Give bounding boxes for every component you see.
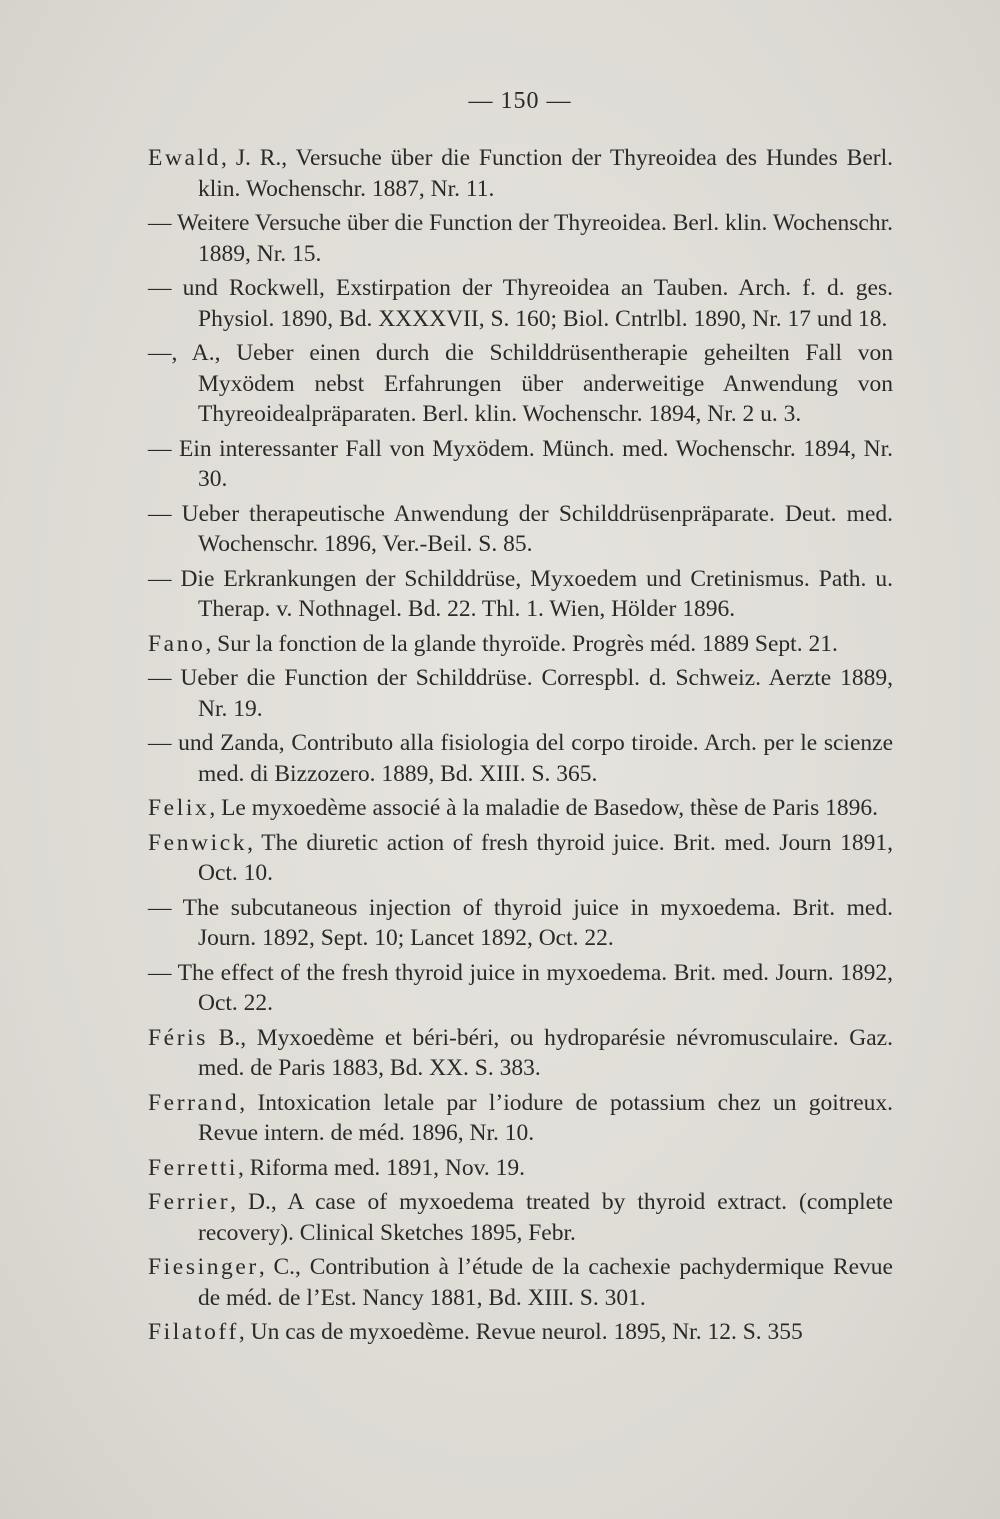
entry-text: — Ueber therapeutische Anwendung der Schilddrüsenpräparate. Deut. med. Wochenschr. 1896, Ver.-Beil. S. 85. bbox=[148, 500, 893, 557]
bibliography-entry bbox=[148, 728, 893, 789]
entry-text: B., Myxoedème et béri-béri, ou hydroparésie névromusculaire. Gaz. med. de Paris 1883, Bd. XX. S. 383. bbox=[198, 1024, 893, 1081]
bibliography-entry bbox=[148, 793, 893, 824]
bibliography-entry bbox=[148, 208, 893, 269]
entry-author: Fenwick bbox=[148, 829, 248, 856]
bibliography-entry bbox=[148, 143, 893, 204]
entry-author: Filatoff bbox=[148, 1319, 239, 1345]
bibliography-entry bbox=[148, 1317, 893, 1348]
bibliography-entry bbox=[148, 434, 893, 495]
bibliography-entry bbox=[148, 564, 893, 625]
bibliography-entry bbox=[148, 1088, 893, 1149]
entry-text: , Le myxoedème associé à la maladie de Basedow, thèse de Paris 1896. bbox=[209, 795, 878, 821]
entry-text: — und Zanda, Contributo alla fisiologia del corpo tiroide. Arch. per le scienze med. di Bizzozero. 1889, Bd. XIII. S. 365. bbox=[148, 730, 893, 787]
entry-author: Fano bbox=[148, 630, 206, 657]
entry-text: , Sur la fonction de la glande thyroïde. Progrès méd. 1889 Sept. 21. bbox=[205, 630, 838, 657]
bibliography-entry bbox=[148, 273, 893, 334]
bibliography-entry bbox=[148, 828, 893, 889]
entry-text: , Intoxication letale par l’iodure de potassium chez un goitreux. Revue intern. de méd. 1896, Nr. 10. bbox=[198, 1089, 893, 1146]
entry-text: , The diuretic action of fresh thyroid juice. Brit. med. Journ 1891, Oct. 10. bbox=[198, 829, 893, 886]
entry-text: , D., A case of myxoedema treated by thyroid extract. (complete recovery). Clinical Sketches 1895, Febr. bbox=[198, 1189, 893, 1246]
entry-author: Ferretti bbox=[148, 1154, 238, 1181]
entry-text: —, A., Ueber einen durch die Schilddrüsentherapie geheilten Fall von Myxödem nebst Erfahrungen über anderweitige Anwendung von Thyreoidealpräparaten. Berl. klin. Wochenschr. 1894, Nr. 2 u. 3. bbox=[148, 340, 893, 427]
entry-text: — Ueber die Function der Schilddrüse. Correspbl. d. Schweiz. Aerzte 1889, Nr. 19. bbox=[148, 665, 893, 722]
entry-author: Ferrand bbox=[148, 1089, 240, 1116]
entry-author: Féris bbox=[148, 1024, 208, 1051]
bibliography-entry bbox=[148, 1023, 893, 1084]
entry-text: — The subcutaneous injection of thyroid juice in myxoedema. Brit. med. Journ. 1892, Sept. 10; Lancet 1892, Oct. 22. bbox=[148, 894, 893, 951]
page-number: — 150 — bbox=[468, 88, 572, 114]
bibliography-entry bbox=[148, 338, 893, 430]
entry-text: — und Rockwell, Exstirpation der Thyreoidea an Tauben. Arch. f. d. ges. Physiol. 1890, Bd. XXXXVII, S. 160; Biol. Cntrlbl. 1890, Nr. 17 und 18. bbox=[148, 275, 893, 332]
entry-text: — Die Erkrankungen der Schilddrüse, Myxoedem und Cretinismus. Path. u. Therap. v. Nothnagel. Bd. 22. Thl. 1. Wien, Hölder 1896. bbox=[148, 565, 893, 622]
entry-text: — Ein interessanter Fall von Myxödem. Münch. med. Wochenschr. 1894, Nr. 30. bbox=[148, 435, 893, 492]
entry-text: , Un cas de myxoedème. Revue neurol. 1895, Nr. 12. S. 355 bbox=[238, 1319, 803, 1345]
bibliography-entry bbox=[148, 958, 893, 1019]
entry-author: Fiesinger bbox=[148, 1254, 259, 1280]
entry-author: Felix bbox=[148, 795, 210, 821]
entry-author: Ewald bbox=[148, 145, 222, 171]
entry-text: — Weitere Versuche über die Function der Thyreoidea. Berl. klin. Wochenschr. 1889, Nr. 15. bbox=[148, 210, 893, 267]
bibliography-entry bbox=[148, 663, 893, 724]
entry-author: Ferrier bbox=[148, 1189, 231, 1215]
bibliography-list bbox=[148, 143, 893, 1352]
entry-text: , Riforma med. 1891, Nov. 19. bbox=[237, 1154, 525, 1181]
entry-text: , C., Contribution à l’étude de la cachexie pachydermique Revue de méd. de l’Est. Nancy 1881, Bd. XIII. S. 301. bbox=[198, 1254, 893, 1311]
bibliography-entry bbox=[148, 1252, 893, 1313]
bibliography-entry bbox=[148, 499, 893, 560]
bibliography-entry bbox=[148, 1187, 893, 1248]
bibliography-entry bbox=[148, 1153, 893, 1184]
bibliography-entry bbox=[148, 893, 893, 954]
entry-text: , J. R., Versuche über die Function der Thyreoidea des Hundes Berl. klin. Wochenschr. 1887, Nr. 11. bbox=[198, 145, 893, 202]
bibliography-entry bbox=[148, 629, 893, 660]
entry-text: — The effect of the fresh thyroid juice in myxoedema. Brit. med. Journ. 1892, Oct. 22. bbox=[148, 959, 893, 1016]
